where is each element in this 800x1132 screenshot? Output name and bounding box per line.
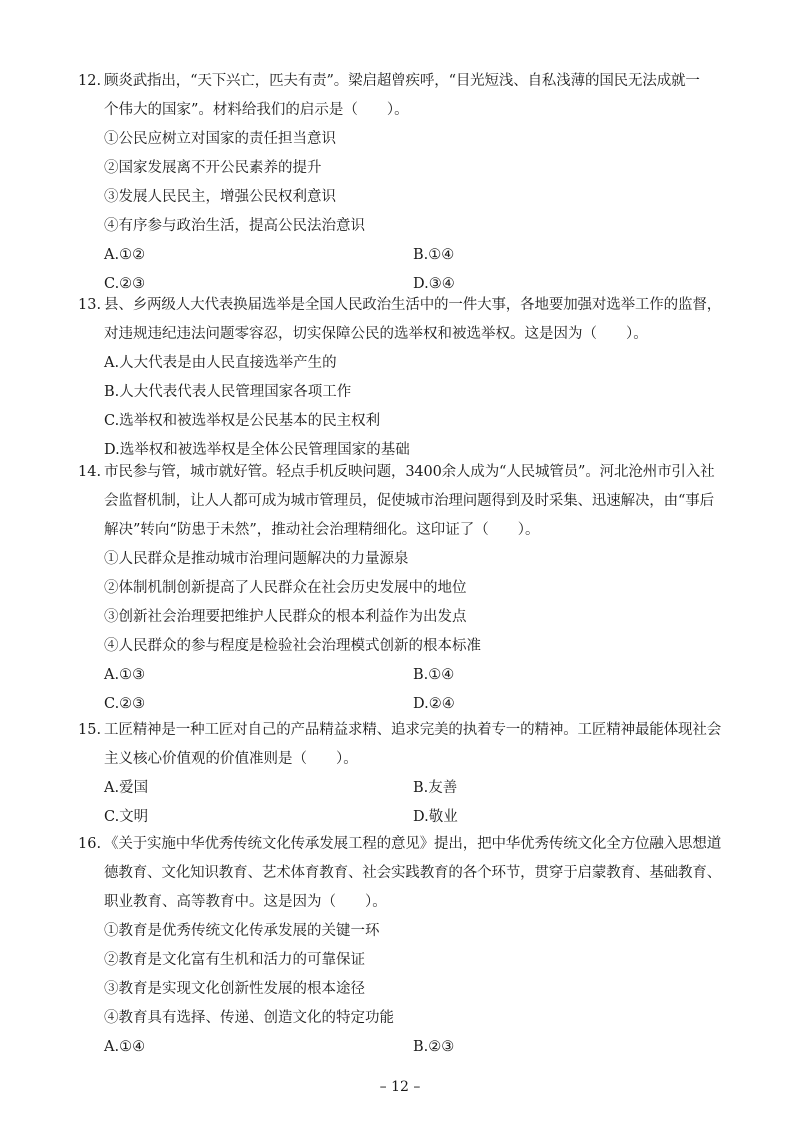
- statement-option: ②教育是文化富有生机和活力的可靠保证: [104, 952, 365, 968]
- choice-row: [78, 661, 728, 690]
- choice-b: B.①④: [413, 667, 455, 683]
- statement-option: ③发展人民民主，增强公民权利意识: [104, 189, 336, 205]
- stem-line: 主义核心价值观的价值准则是（ ）。: [104, 751, 358, 767]
- statement-option: ①人民群众是推动城市治理问题解决的力量源泉: [104, 551, 409, 567]
- stem-line: 会监督机制，让人人都可成为城市管理员，促使城市治理问题得到及时采集、迅速解决，由“事后: [104, 493, 714, 509]
- statement-option: ②体制机制创新提高了人民群众在社会历史发展中的地位: [104, 580, 467, 596]
- choice-row: [78, 1033, 728, 1062]
- choice-d: D.③④: [413, 276, 455, 292]
- stem-line: 个伟大的国家”。材料给我们的启示是（ ）。: [104, 102, 409, 118]
- question-16: [78, 830, 728, 1062]
- choice-c: C.②③: [104, 276, 146, 292]
- stem-line: 市民参与管，城市就好管。轻点手机反映问题，3400余人成为“人民城管员”。河北沧州市引入社: [104, 464, 715, 480]
- question-number: 16.: [78, 836, 102, 852]
- choice-row: [78, 690, 728, 719]
- choice-row: [78, 241, 728, 270]
- choice-b: B.①④: [413, 247, 455, 263]
- stem-line: 德教育、文化知识教育、艺术体育教育、社会实践教育的各个环节，贯穿于启蒙教育、基础教育、: [104, 865, 722, 881]
- question-stem: [78, 716, 728, 745]
- statement-option: ③教育是实现文化创新性发展的根本途径: [104, 981, 365, 997]
- statement-option: ④人民群众的参与程度是检验社会治理模式创新的根本标准: [104, 638, 481, 654]
- choice-row: [78, 774, 728, 803]
- choice-d: D.敬业: [413, 809, 458, 825]
- question-number: 13.: [78, 297, 102, 313]
- choice-d: D.②④: [413, 696, 455, 712]
- question-number: 14.: [78, 464, 102, 480]
- question-13: [78, 291, 728, 465]
- answer-option: D.选举权和被选举权是全体公民管理国家的基础: [104, 442, 410, 458]
- statement-option: ④有序参与政治生活，提高公民法治意识: [104, 218, 365, 234]
- question-12: [78, 67, 728, 299]
- choice-c: C.②③: [104, 696, 146, 712]
- stem-line: 顾炎武指出，“天下兴亡，匹夫有责”。梁启超曾疾呼，“目光短浅、自私浅薄的国民无法成就一: [104, 73, 700, 89]
- choice-b: B.②③: [413, 1039, 455, 1055]
- question-stem: [78, 67, 728, 96]
- statement-option: ③创新社会治理要把维护人民群众的根本利益作为出发点: [104, 609, 467, 625]
- choice-a: A.①②: [104, 247, 146, 263]
- stem-line: 县、乡两级人大代表换届选举是全国人民政治生活中的一件大事，各地要加强对选举工作的监督，: [104, 297, 722, 313]
- answer-option: B.人大代表代表人民管理国家各项工作: [104, 384, 352, 400]
- stem-line: 工匠精神是一种工匠对自己的产品精益求精、追求完美的执着专一的精神。工匠精神最能体现社会: [104, 722, 722, 738]
- question-stem: [78, 830, 728, 859]
- question-number: 12.: [78, 73, 102, 89]
- question-15: [78, 716, 728, 832]
- statement-option: ④教育具有选择、传递、创造文化的特定功能: [104, 1010, 394, 1026]
- choice-row: [78, 803, 728, 832]
- page-number: – 12 –: [379, 1079, 421, 1095]
- stem-line: 职业教育、高等教育中。这是因为（ ）。: [104, 894, 387, 910]
- statement-option: ①教育是优秀传统文化传承发展的关键一环: [104, 923, 380, 939]
- choice-b: B.友善: [413, 780, 458, 796]
- choice-a: A.①④: [104, 1039, 146, 1055]
- choice-a: A.①③: [104, 667, 146, 683]
- question-number: 15.: [78, 722, 102, 738]
- statement-option: ①公民应树立对国家的责任担当意识: [104, 131, 336, 147]
- answer-option: A.人大代表是由人民直接选举产生的: [104, 355, 337, 371]
- question-stem: [78, 291, 728, 320]
- choice-a: A.爱国: [104, 780, 149, 796]
- question-stem: [78, 458, 728, 487]
- stem-line: 解决”转向“防患于未然”，推动社会治理精细化。这印证了（ ）。: [104, 522, 540, 538]
- choice-c: C.文明: [104, 809, 149, 825]
- answer-option: C.选举权和被选举权是公民基本的民主权利: [104, 413, 381, 429]
- stem-line: 对违规违纪违法问题零容忍，切实保障公民的选举权和被选举权。这是因为（ ）。: [104, 326, 648, 342]
- statement-option: ②国家发展离不开公民素养的提升: [104, 160, 322, 176]
- stem-line: 《关于实施中华优秀传统文化传承发展工程的意见》提出，把中华优秀传统文化全方位融入思想道: [104, 836, 722, 852]
- question-14: [78, 458, 728, 719]
